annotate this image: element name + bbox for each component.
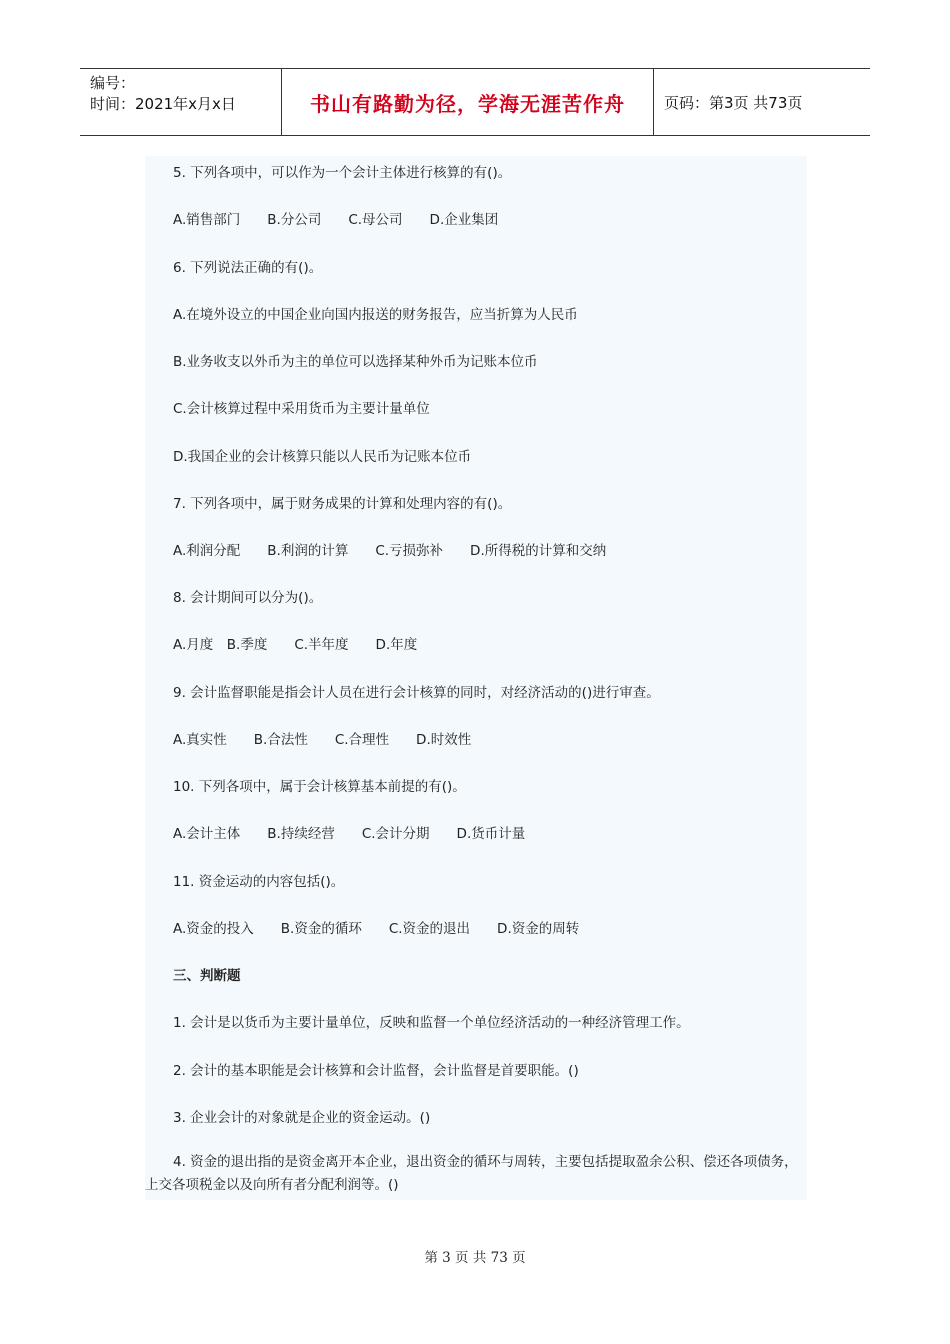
- question-9-options: A.真实性 B.合法性 C.合理性 D.时效性: [173, 732, 472, 748]
- question-6-option-a: A.在境外设立的中国企业向国内报送的财务报告，应当折算为人民币: [173, 307, 578, 323]
- page-header: [80, 68, 870, 136]
- judgment-3: 3. 企业会计的对象就是企业的资金运动。(): [173, 1110, 431, 1126]
- question-8-options: A.月度 B.季度 C.半年度 D.年度: [173, 637, 418, 653]
- header-page-info: 页码：第3页 共73页: [664, 93, 803, 112]
- question-10: 10. 下列各项中，属于会计核算基本前提的有()。: [173, 779, 466, 795]
- question-10-options: A.会计主体 B.持续经营 C.会计分期 D.货币计量: [173, 826, 526, 842]
- question-5-options: A.销售部门 B.分公司 C.母公司 D.企业集团: [173, 212, 499, 228]
- header-meta: [80, 69, 282, 135]
- judgment-2: 2. 会计的基本职能是会计核算和会计监督，会计监督是首要职能。(): [173, 1063, 579, 1079]
- document-body: [145, 156, 807, 1200]
- question-7-options: A.利润分配 B.利润的计算 C.亏损弥补 D.所得税的计算和交纳: [173, 543, 607, 559]
- question-7: 7. 下列各项中，属于财务成果的计算和处理内容的有()。: [173, 496, 512, 512]
- question-6-option-d: D.我国企业的会计核算只能以人民币为记账本位币: [173, 449, 472, 465]
- judgment-1: 1. 会计是以货币为主要计量单位，反映和监督一个单位经济活动的一种经济管理工作。: [173, 1015, 690, 1031]
- section-heading-true-false: 三、判断题: [173, 968, 241, 984]
- header-motto: 书山有路勤为径，学海无涯苦作舟: [282, 69, 654, 135]
- document-number-label: 编号：: [90, 74, 136, 92]
- question-6-option-c: C.会计核算过程中采用货币为主要计量单位: [173, 401, 430, 417]
- question-8: 8. 会计期间可以分为()。: [173, 590, 323, 606]
- page-footer: 第 3 页 共 73 页: [424, 1250, 526, 1266]
- question-11-options: A.资金的投入 B.资金的循环 C.资金的退出 D.资金的周转: [173, 921, 580, 937]
- question-11: 11. 资金运动的内容包括()。: [173, 874, 345, 890]
- judgment-4: 4. 资金的退出指的是资金离开本企业，退出资金的循环与周转，主要包括提取盈余公积、偿还各项债务，上交各项税金以及向所有者分配利润等。(): [145, 1154, 798, 1193]
- question-6: 6. 下列说法正确的有()。: [173, 260, 323, 276]
- question-5: 5. 下列各项中，可以作为一个会计主体进行核算的有()。: [173, 165, 512, 181]
- question-9: 9. 会计监督职能是指会计人员在进行会计核算的同时，对经济活动的()进行审查。: [173, 685, 660, 701]
- document-date: 时间：2021年x月x日: [90, 95, 236, 113]
- question-6-option-b: B.业务收支以外币为主的单位可以选择某种外币为记账本位币: [173, 354, 538, 370]
